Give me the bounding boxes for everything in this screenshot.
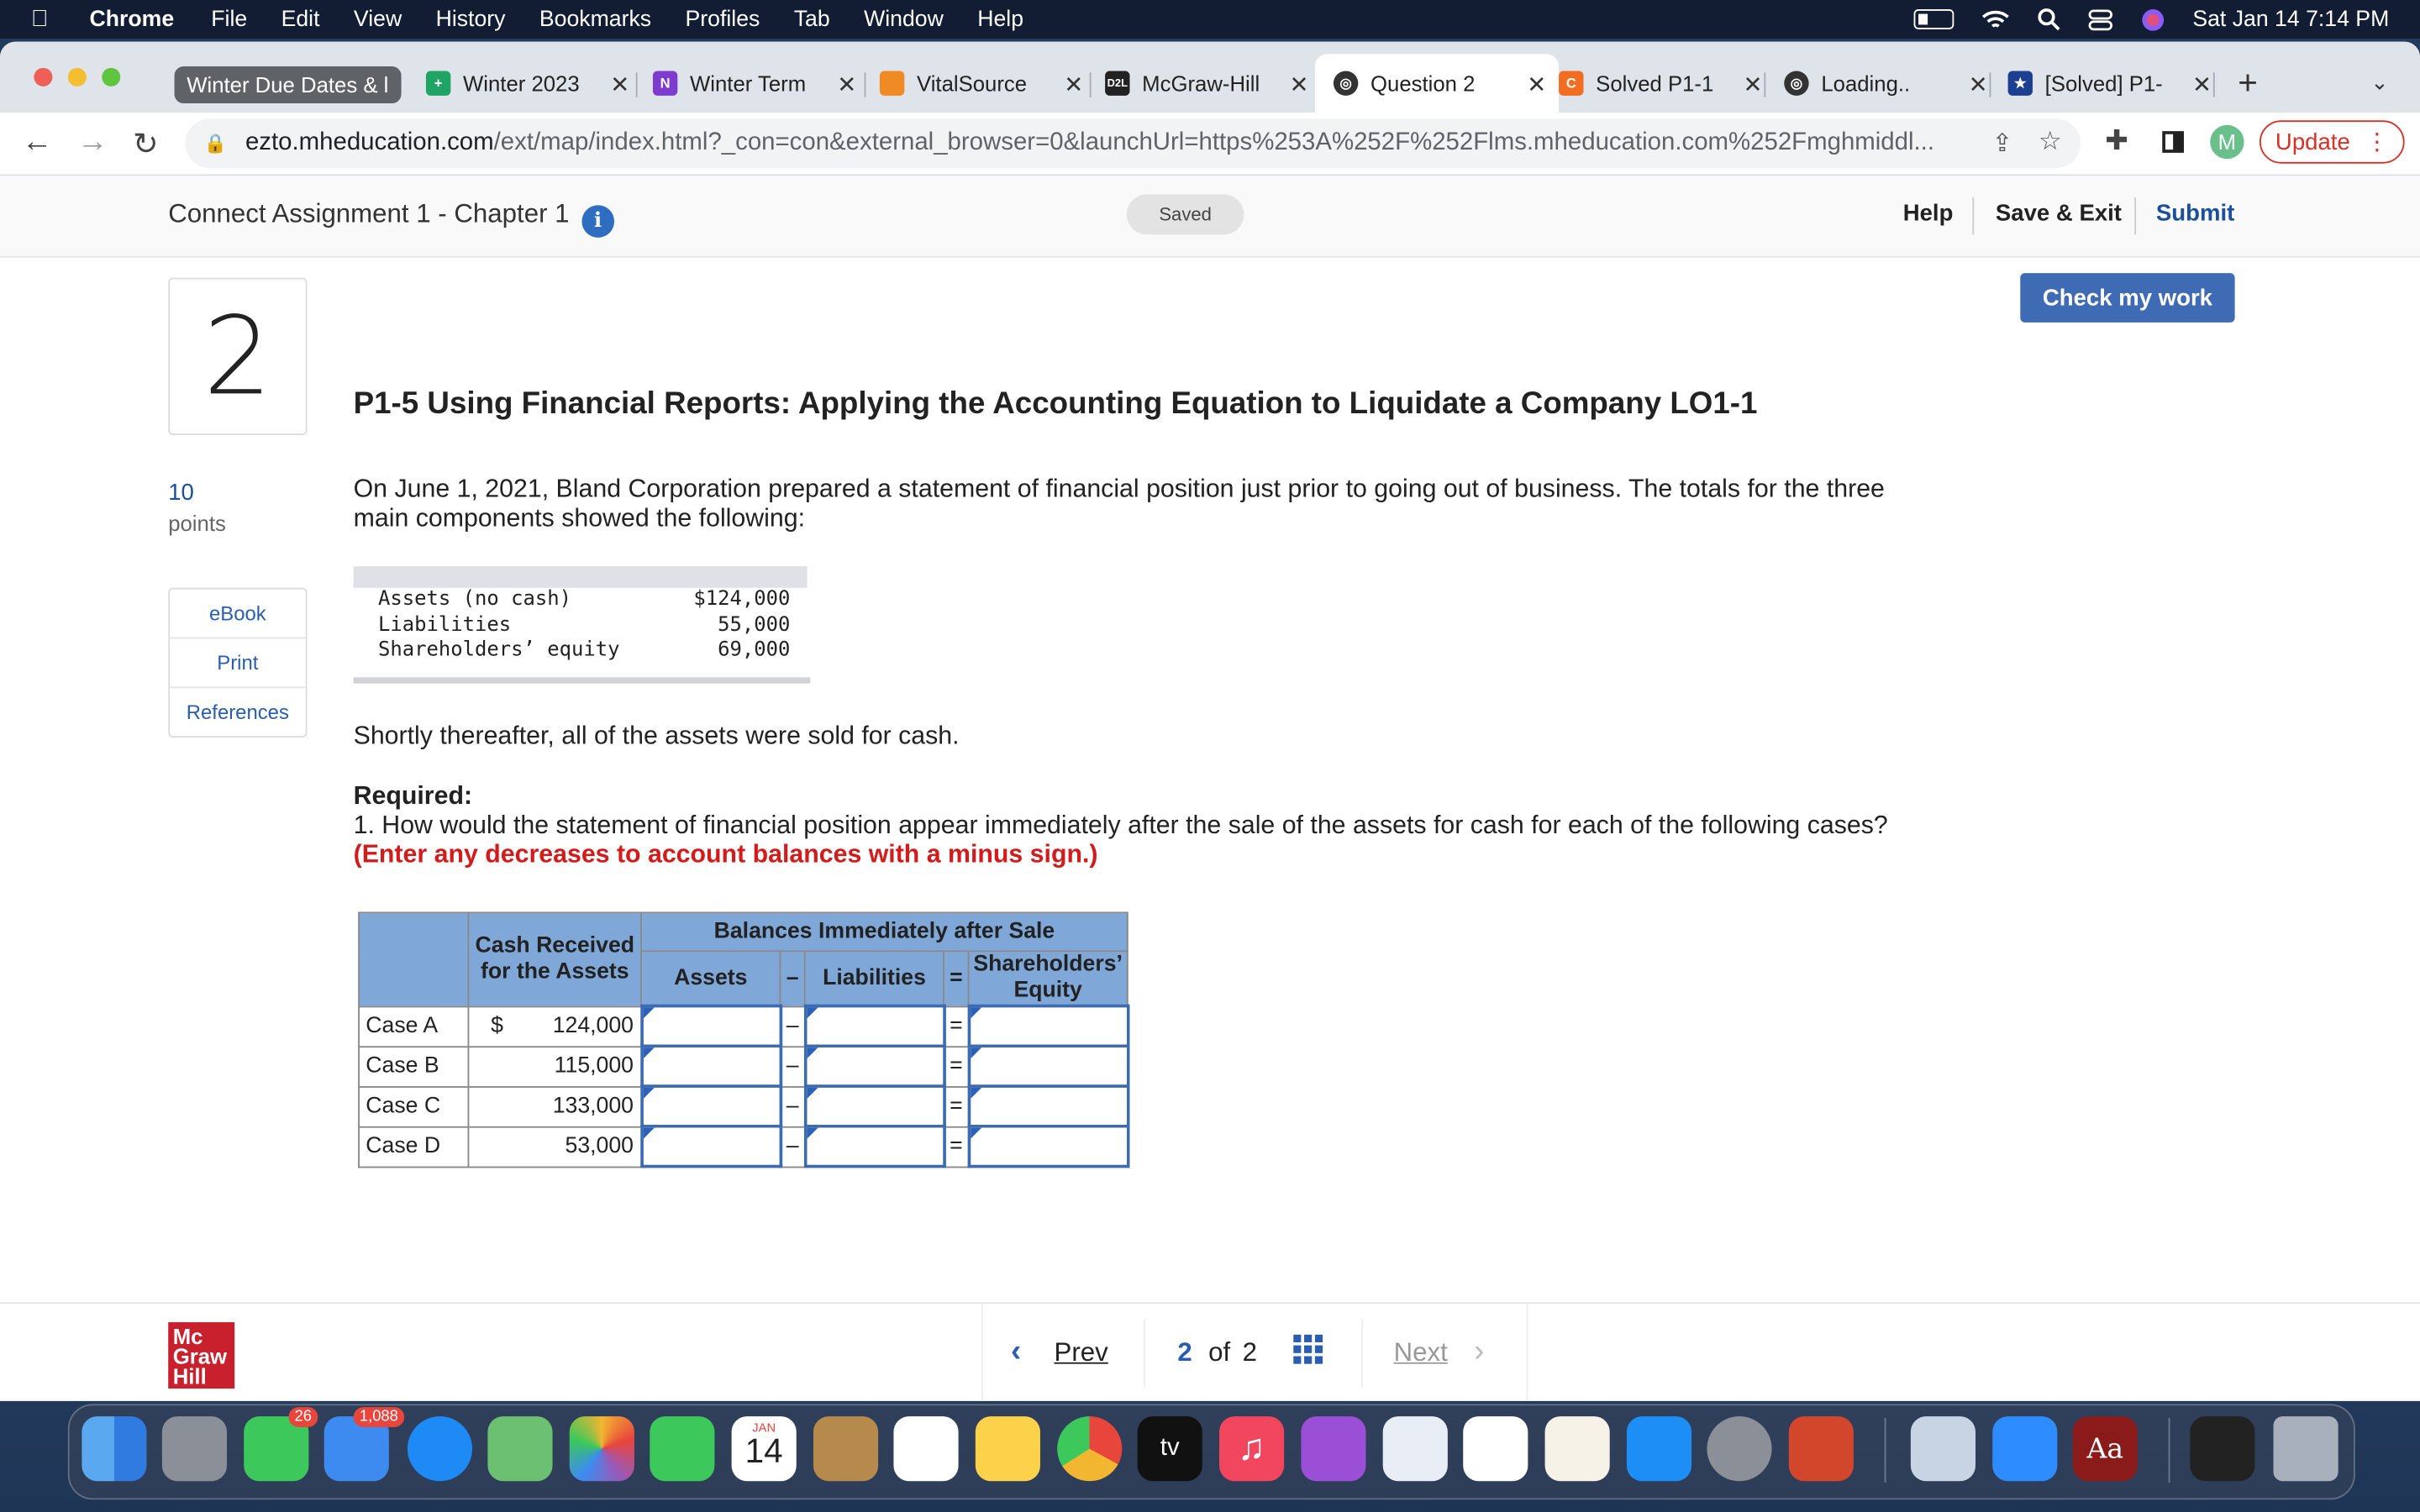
messages-badge: 26 [288, 1407, 318, 1427]
close-tab-icon[interactable]: ✕ [610, 72, 630, 99]
equity-input[interactable] [969, 1046, 1128, 1086]
chevron-right-icon[interactable]: › [1474, 1334, 1485, 1369]
table-row: Case D 53,000 – = [359, 1126, 1128, 1167]
col-equals: = [944, 951, 968, 1005]
onenote-icon: N [653, 71, 677, 95]
close-tab-icon[interactable]: ✕ [837, 72, 857, 99]
info-icon[interactable]: i [581, 205, 614, 238]
cash-received-value: 53,000 [468, 1126, 641, 1167]
browser-window [0, 42, 2420, 1401]
saved-status-badge: Saved [1127, 194, 1244, 234]
table-row: Case C 133,000 – = [359, 1086, 1128, 1126]
recent-window-icon[interactable] [2190, 1416, 2254, 1481]
close-tab-icon[interactable]: ✕ [1289, 72, 1309, 99]
apple-tv-icon[interactable]: tv [1138, 1416, 1202, 1481]
reload-icon[interactable]: ↻ [132, 128, 159, 162]
equity-input[interactable] [969, 1086, 1128, 1126]
tab-winter-2023[interactable]: + Winter 2023 ✕ [413, 60, 642, 107]
menu-history[interactable]: History [435, 7, 506, 32]
liabilities-input[interactable] [805, 1086, 944, 1126]
close-tab-icon[interactable]: ✕ [1527, 72, 1547, 99]
control-center-icon[interactable] [2087, 7, 2112, 31]
lock-icon[interactable]: 🔒 [203, 132, 227, 155]
globe-icon: ◎ [1334, 71, 1358, 95]
case-label: Case B [359, 1046, 468, 1086]
mail-badge: 1,088 [354, 1407, 405, 1427]
forward-arrow-icon[interactable]: → [76, 124, 108, 160]
menu-app-name[interactable]: Chrome [89, 7, 175, 32]
system-preferences-icon[interactable] [1707, 1416, 1771, 1481]
sheets-icon: + [426, 71, 450, 95]
tab-search-chevron-icon[interactable]: ⌄ [2370, 69, 2389, 95]
submit-link[interactable]: Submit [2155, 200, 2235, 227]
new-tab-button[interactable]: + [2238, 63, 2258, 102]
save-exit-link[interactable]: Save & Exit [1995, 200, 2122, 227]
apple-icon[interactable] [31, 6, 59, 32]
points-value: 10 [168, 480, 194, 507]
wifi-icon[interactable] [1981, 8, 2009, 30]
tab-strip [0, 42, 2420, 113]
col-cash-received: Cash Received for the Assets [468, 912, 641, 1005]
reminders-icon[interactable] [893, 1416, 958, 1481]
chrome-icon[interactable] [1057, 1416, 1122, 1481]
address-bar[interactable]: 🔒 ezto.mheducation.com /ext/map/index.html?_con=con&external_browser=0&launchUrl=https%253A%252F%252Flms.mheducation.com%252Fmghmiddl... ⇪ ☆ [185, 118, 2081, 168]
browser-toolbar [0, 113, 2420, 176]
sale-statement: Shortly thereafter, all of the assets were sold for cash. [353, 722, 960, 750]
powerpoint-icon[interactable] [1789, 1416, 1854, 1481]
cash-received-value: $ 124,000 [468, 1006, 641, 1047]
liabilities-input[interactable] [805, 1006, 944, 1047]
table-row: Case B 115,000 – = [359, 1046, 1128, 1086]
menu-file[interactable]: File [211, 7, 248, 32]
col-liabilities: Liabilities [805, 951, 944, 1005]
case-label: Case A [359, 1006, 468, 1047]
ebook-link[interactable]: eBook [170, 590, 306, 639]
liabilities-input[interactable] [805, 1126, 944, 1167]
menu-view[interactable]: View [353, 7, 402, 32]
page-of-label: of [1208, 1337, 1231, 1368]
macos-menubar [0, 0, 2420, 39]
cash-received-value: 133,000 [468, 1086, 641, 1126]
back-arrow-icon[interactable]: ← [21, 124, 53, 160]
maps-icon[interactable] [487, 1416, 552, 1481]
tab-solved-p1[interactable]: ★ [Solved] P1- ✕ [1996, 60, 2224, 107]
case-label: Case D [359, 1126, 468, 1167]
pagination [981, 1304, 1528, 1401]
launchpad-icon[interactable] [162, 1416, 227, 1481]
messages-icon[interactable] [244, 1408, 313, 1481]
required-text: 1. How would the statement of financial position appear immediately after the sale of the assets for cash for each of the following cases? (Enter any decreases to account balances with a minus sign.) [353, 811, 1888, 869]
required-label: Required: [353, 782, 473, 811]
close-tab-icon[interactable]: ✕ [1064, 72, 1084, 99]
assets-input[interactable] [641, 1086, 780, 1126]
battery-icon[interactable] [1913, 9, 1954, 29]
chevron-left-icon[interactable]: ‹ [1011, 1334, 1022, 1369]
resource-links [168, 588, 307, 738]
assignment-header [0, 176, 2420, 257]
question-title: P1-5 Using Financial Reports: Applying the Accounting Equation to Liquidate a Company LO1-1 [353, 387, 1758, 422]
financial-position-box [354, 566, 808, 684]
spotlight-search-icon[interactable] [2037, 8, 2060, 31]
update-button[interactable]: Update ⋮ [2260, 120, 2405, 163]
tab-mcgraw-hill[interactable]: D2L McGraw-Hill ✕ [1092, 60, 1321, 107]
tab-question-2-active[interactable]: ◎ Question 2 ✕ [1315, 54, 1559, 113]
close-tab-icon[interactable]: ✕ [2191, 72, 2212, 99]
question-number: 2 [168, 278, 307, 435]
star-badge-icon: ★ [2008, 71, 2033, 95]
chegg-icon: C [1559, 71, 1583, 95]
finder-icon[interactable] [82, 1416, 146, 1481]
col-group-balances: Balances Immediately after Sale [641, 912, 1128, 951]
vitalsource-icon [880, 71, 904, 95]
component-row: Assets (no cash) $124,000 [378, 587, 791, 612]
tab-solved-p1-1[interactable]: C Solved P1-1 ✕ [1546, 60, 1775, 107]
case-label: Case C [359, 1086, 468, 1126]
menu-window[interactable]: Window [864, 7, 944, 32]
side-panel-icon[interactable] [2162, 131, 2184, 153]
globe-icon: ◎ [1784, 71, 1808, 95]
menu-help[interactable]: Help [977, 7, 1024, 32]
answer-table [358, 912, 1128, 1168]
next-button[interactable]: Next [1393, 1337, 1448, 1368]
assets-input[interactable] [641, 1126, 780, 1167]
check-my-work-button[interactable]: Check my work [2020, 273, 2234, 323]
tab-vitalsource[interactable]: VitalSource ✕ [867, 60, 1096, 107]
liabilities-input[interactable] [805, 1046, 944, 1086]
photos-icon[interactable] [570, 1416, 634, 1481]
col-shareholders-equity: Shareholders’ Equity [969, 951, 1128, 1005]
component-row: Shareholders’ equity 69,000 [378, 638, 791, 662]
share-icon[interactable]: ⇪ [1991, 131, 2013, 158]
zoom-icon[interactable] [1992, 1416, 2057, 1481]
tab-group-label[interactable]: Winter Due Dates & l [175, 66, 401, 103]
close-window-button[interactable] [34, 68, 52, 87]
notes-icon[interactable] [976, 1416, 1040, 1481]
table-row: Case A $ 124,000 – = [359, 1006, 1128, 1047]
assignment-title: Connect Assignment 1 - Chapter 1 i [168, 199, 614, 238]
menubar-clock[interactable]: Sat Jan 14 7:14 PM [2192, 7, 2390, 32]
preview-icon[interactable] [1911, 1416, 1975, 1481]
calendar-icon[interactable]: JAN 14 [732, 1416, 797, 1481]
music-icon[interactable]: ♫ [1219, 1416, 1284, 1481]
mail-icon[interactable] [324, 1408, 398, 1481]
pages-icon[interactable] [1545, 1416, 1610, 1481]
trash-icon[interactable] [2274, 1416, 2338, 1481]
close-tab-icon[interactable]: ✕ [1968, 72, 1988, 99]
menu-bookmarks[interactable]: Bookmarks [539, 7, 652, 32]
d2l-icon: D2L [1105, 71, 1129, 95]
more-menu-icon[interactable]: ⋮ [2365, 129, 2389, 156]
equity-input[interactable] [969, 1006, 1128, 1047]
col-assets: Assets [641, 951, 780, 1005]
bookmark-star-icon[interactable]: ☆ [2038, 126, 2062, 156]
total-pages: 2 [1242, 1337, 1257, 1368]
prev-button[interactable]: Prev [1054, 1337, 1108, 1368]
podcasts-icon[interactable] [1301, 1416, 1365, 1481]
menu-edit[interactable]: Edit [281, 7, 320, 32]
page-content [0, 176, 2420, 1400]
equity-input[interactable] [969, 1126, 1128, 1167]
tab-winter-term[interactable]: N Winter Term ✕ [640, 60, 869, 107]
question-intro: On June 1, 2021, Bland Corporation prepared a statement of financial position just prior to going out of business. The totals for the three main components showed the following: [353, 475, 1885, 533]
assets-input[interactable] [641, 1046, 780, 1086]
assets-input[interactable] [641, 1006, 780, 1047]
grid-view-icon[interactable] [1293, 1335, 1324, 1366]
current-page: 2 [1177, 1337, 1192, 1368]
menu-tab[interactable]: Tab [793, 7, 830, 32]
macos-dock [68, 1404, 2355, 1499]
close-tab-icon[interactable]: ✕ [1743, 72, 1763, 99]
col-minus: – [780, 951, 804, 1005]
print-link[interactable]: Print [170, 638, 306, 688]
tab-loading[interactable]: ◎ Loading.. ✕ [1772, 60, 2001, 107]
app-store-icon[interactable] [1627, 1416, 1691, 1481]
status-area [1913, 0, 2389, 39]
numbers-icon[interactable] [1463, 1416, 1528, 1481]
siri-icon[interactable] [2140, 7, 2165, 31]
menu-profiles[interactable]: Profiles [685, 7, 760, 32]
zoom-window-button[interactable] [102, 68, 120, 87]
extensions-puzzle-icon[interactable]: ✚ [2105, 124, 2129, 156]
contacts-icon[interactable] [813, 1416, 878, 1481]
safari-icon[interactable] [408, 1416, 472, 1481]
mcgraw-hill-logo: Mc Graw Hill [168, 1322, 234, 1389]
points-label: points [168, 510, 226, 536]
minimize-window-button[interactable] [68, 68, 87, 87]
keynote-icon[interactable] [1383, 1416, 1448, 1481]
help-link[interactable]: Help [1902, 200, 1954, 227]
footer-bar [0, 1302, 2420, 1401]
cash-received-value: 115,000 [468, 1046, 641, 1086]
facetime-icon[interactable] [650, 1416, 714, 1481]
component-row: Liabilities 55,000 [378, 613, 791, 637]
dictionary-icon[interactable]: Aa [2073, 1416, 2138, 1481]
references-link[interactable]: References [186, 700, 289, 724]
minus-sign-note: (Enter any decreases to account balances with a minus sign.) [353, 841, 1098, 869]
profile-avatar[interactable]: M [2210, 125, 2244, 159]
